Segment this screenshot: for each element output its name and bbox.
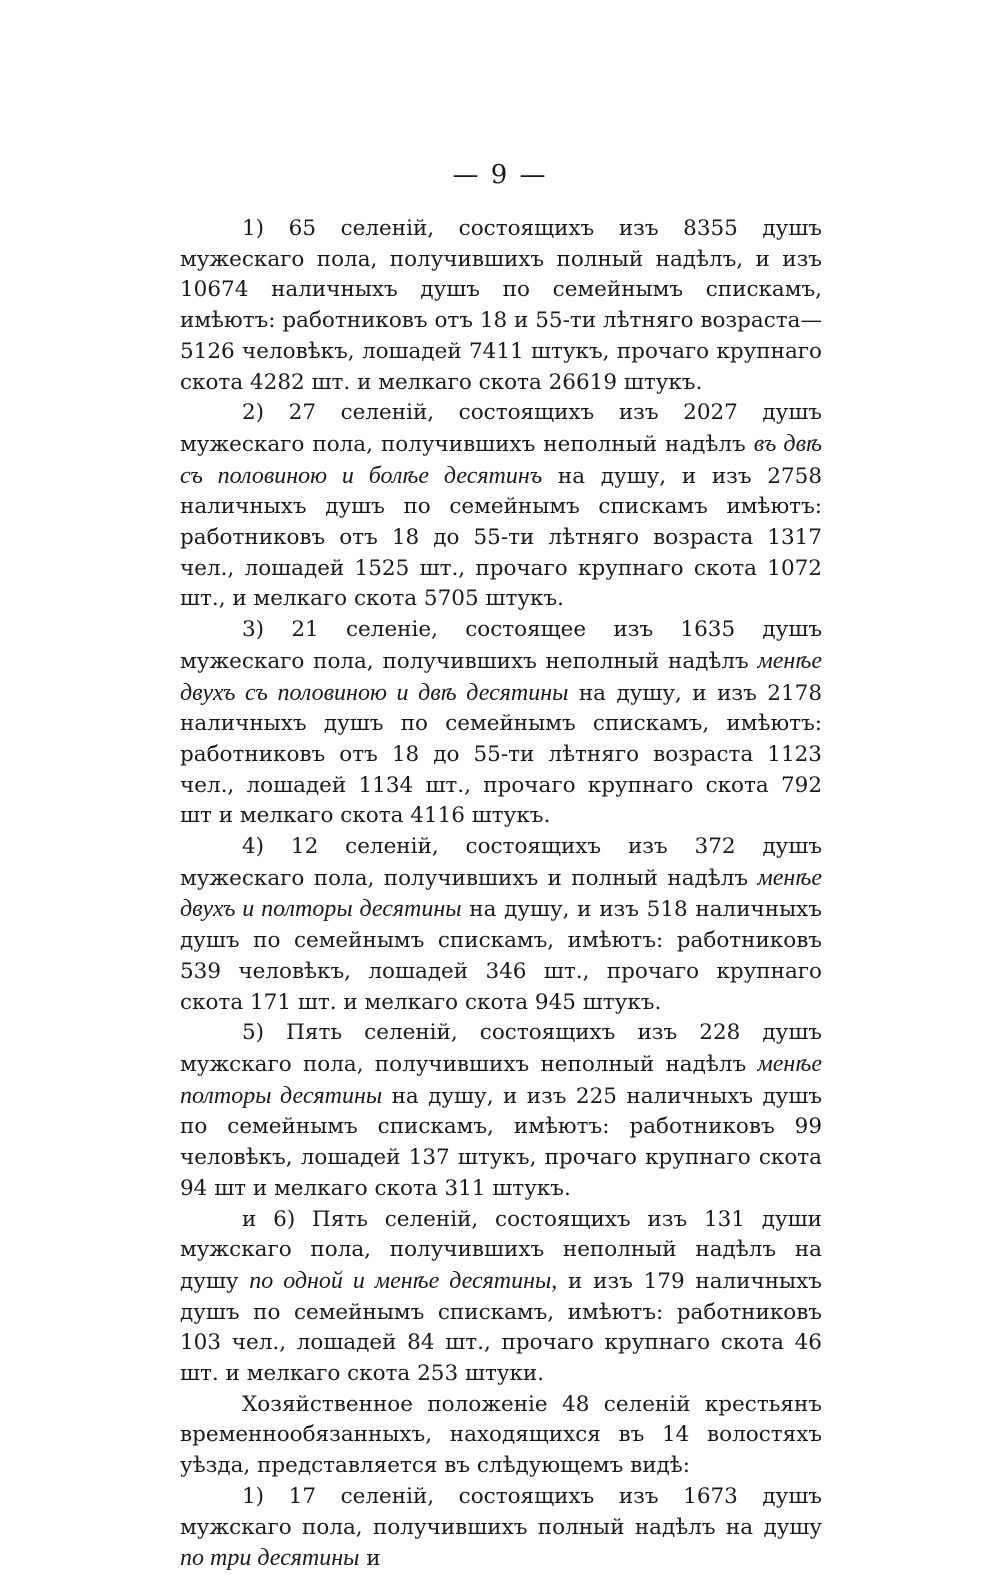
paragraph-5: [180, 1018, 822, 1204]
page-body: [180, 214, 822, 1575]
paragraph-8-emphasis: по три десятины: [180, 1545, 360, 1572]
paragraph-2-text-end: на душу, и изъ 2758 наличныхъ душъ по семейнымъ спискамъ имѣютъ: работниковъ отъ 18 до 55-ти лѣтняго возраста 1317 чел., лошадей 1525 шт., прочаго крупнаго скота 1072 шт., и мелкаго скота 5705 штукъ.: [180, 463, 822, 612]
paragraph-4-text: 4) 12 селеній, состоящихъ изъ 372 душъ мужескаго пола, получившихъ и полный надѣлъ: [180, 834, 822, 891]
paragraph-3: [180, 615, 822, 832]
paragraph-8-text-end: и: [359, 1546, 381, 1572]
paragraph-8-text: 1) 17 селеній, состоящихъ изъ 1673 душъ мужскаго пола, получившихъ полный надѣлъ на душу: [180, 1483, 822, 1540]
paragraph-6: [180, 1205, 822, 1390]
paragraph-1: 1) 65 селеній, состоящихъ изъ 8355 душъ мужескаго пола, получившихъ полный надѣлъ, и изъ 10674 наличныхъ душъ по семейнымъ спискамъ, имѣютъ: работниковъ отъ 18 и 55-ти лѣтняго возраста—5126 человѣкъ, лошадей 7411 штукъ, прочаго крупнаго скота 4282 шт. и мелкаго скота 26619 штукъ.: [180, 216, 822, 395]
paragraph-6-text-end: и изъ 179 наличныхъ душъ по семейнымъ спискамъ, имѣютъ: работниковъ 103 чел., лошадей 84 шт., прочаго крупнаго скота 46 шт. и мелкаго скота 253 штуки.: [180, 1268, 822, 1387]
paragraph-3-emphasis: менѣе двухъ съ половиною и двѣ десятины: [180, 647, 822, 706]
paragraph-2-emphasis: въ двѣ съ половиною и болѣе десятинъ: [180, 430, 822, 489]
paragraph-4-text-end: на душу, и изъ 518 наличныхъ душъ по семейнымъ спискамъ, имѣютъ: работниковъ 539 человѣкъ, лошадей 346 шт., прочаго крупнаго скота 171 шт. и мелкаго скота 945 штукъ.: [180, 897, 822, 1015]
paragraph-8: [180, 1482, 822, 1575]
paragraph-4: [180, 832, 822, 1018]
paragraph-5-emphasis: менѣе полторы десятины: [180, 1050, 822, 1109]
paragraph-5-text: 5) Пять селеній, состоящихъ изъ 228 душъ мужскаго пола, получившихъ неполный надѣлъ: [180, 1020, 822, 1077]
paragraph-4-emphasis: менѣе двухъ и полторы десятины: [180, 864, 822, 923]
paragraph-3-text: 3) 21 селеніе, состоящее изъ 1635 душъ мужескаго пола, получившихъ неполный надѣлъ: [180, 617, 822, 674]
paragraph-7: Хозяйственное положеніе 48 селеній крестьянъ временнообязанныхъ, находящихся въ 14 волостяхъ уѣзда, представляется въ слѣдующемъ видѣ:: [180, 1391, 822, 1479]
paragraph-2: [180, 398, 822, 615]
paragraph-6-text: и 6) Пять селеній, состоящихъ изъ 131 души мужскаго пола, получившихъ неполный надѣлъ на душу: [180, 1206, 822, 1294]
paragraph-2-text: 2) 27 селеній, состоящихъ изъ 2027 душъ мужескаго пола, получившихъ неполный надѣлъ: [180, 400, 822, 457]
paragraph-6-emphasis: по одной и менѣе десятины,: [249, 1267, 558, 1294]
paragraph-5-text-end: на душу, и изъ 225 наличныхъ душъ по семейнымъ спискамъ, имѣютъ: работниковъ 99 человѣкъ, лошадей 137 штукъ, прочаго крупнаго скота 94 шт и мелкаго скота 311 штукъ.: [180, 1083, 822, 1201]
paragraph-3-text-end: на душу, и изъ 2178 наличныхъ душъ по семейнымъ спискамъ, имѣютъ: работниковъ отъ 18 до 55-ти лѣтняго возраста 1123 чел., лошадей 1134 шт., прочаго крупнаго скота 792 шт и мелкаго скота 4116 штукъ.: [180, 680, 822, 829]
page-number: — 9 —: [452, 160, 548, 190]
